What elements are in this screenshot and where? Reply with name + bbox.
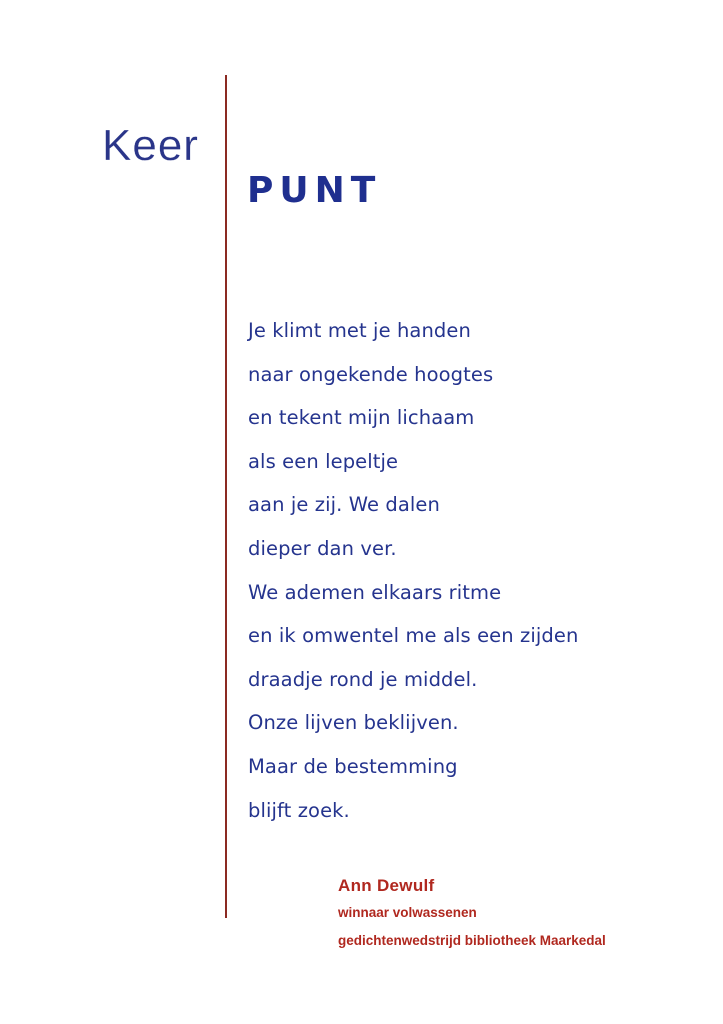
poem-body — [248, 309, 578, 832]
poem-line: aan je zij. We dalen — [248, 493, 440, 517]
poem-line: Je klimt met je handen — [248, 319, 471, 342]
poem-line: dieper dan ver. — [248, 536, 397, 560]
credits-block — [338, 874, 606, 955]
author-name: Ann Dewulf — [338, 876, 435, 895]
poem-line: en ik omwentel me als een zijden — [248, 624, 579, 648]
poem-line: Maar de bestemming — [248, 754, 458, 778]
poem-line: en tekent mijn lichaam — [248, 406, 475, 430]
poem-line: We ademen elkaars ritme — [248, 580, 502, 604]
poem-line: blijft zoek. — [248, 798, 350, 822]
poem-line: draadje rond je middel. — [248, 667, 478, 691]
author-role: winnaar volwassenen — [338, 905, 477, 920]
title-keer: Keer — [102, 121, 199, 170]
poem-line: als een lepeltje — [248, 449, 399, 473]
poem-line: naar ongekende hoogtes — [248, 362, 494, 386]
contest-name: gedichtenwedstrijd bibliotheek Maarkedal — [338, 933, 606, 948]
vertical-divider-line — [225, 75, 227, 918]
title-punt: PUNT — [247, 170, 382, 211]
poem-line: Onze lijven beklijven. — [248, 711, 459, 735]
